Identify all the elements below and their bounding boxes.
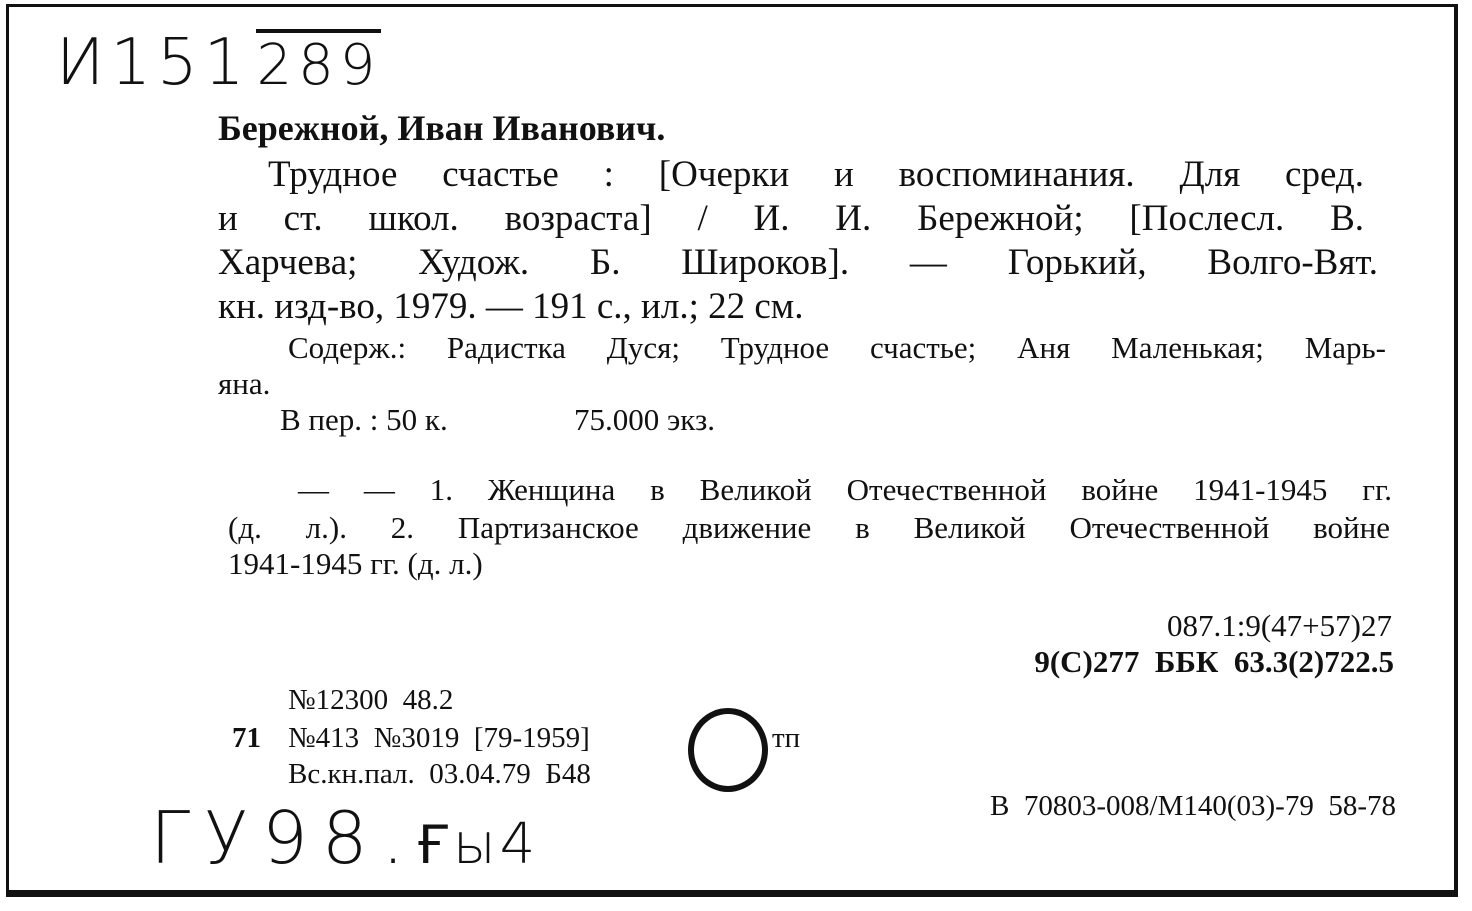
print-run: 75.000 экз.	[574, 402, 715, 437]
stamp-circle	[688, 708, 768, 792]
contents-line-1: Содерж.: Радистка Дуся; Трудное счастье; Аня Маленькая; Марь-	[288, 330, 1386, 365]
record-line-2-suffix: тп	[772, 722, 801, 754]
bbk-classification: 9(С)277 ББК 63.3(2)722.5	[1034, 644, 1394, 679]
title-line-1: Трудное счастье : [Очерки и воспоминания. Для сред.	[268, 154, 1364, 195]
handwritten-code-overlined: 289	[256, 29, 381, 98]
title-line-4: кн. изд-во, 1979. — 191 с., ил.; 22 см.	[218, 286, 804, 327]
handwritten-code-prefix: И151	[56, 26, 251, 100]
publisher-code-line: В 70803-008/М140(03)-79 58-78	[990, 790, 1396, 822]
price: В пер. : 50 к.	[280, 402, 448, 437]
udc-code: 087.1:9(47+57)27	[1167, 608, 1392, 643]
title-line-3: Харчева; Худож. Б. Широков]. — Горький, Волго-Вят.	[218, 242, 1378, 283]
handwritten-shelf-code	[56, 26, 381, 100]
handwritten-inventory-code	[150, 796, 539, 880]
contents-line-2: яна.	[218, 366, 271, 401]
title-line-2: и ст. школ. возраста] / И. И. Бережной; [Послесл. В.	[218, 198, 1364, 239]
record-line-1: №12300 48.2	[288, 684, 454, 716]
record-line-3: Вс.кн.пал. 03.04.79 Б48	[288, 758, 591, 790]
subject-line-1: — — 1. Женщина в Великой Отечественной войне 1941-1945 гг.	[298, 472, 1392, 507]
author-heading: Бережной, Иван Иванович.	[218, 108, 666, 148]
record-line-2: №413 №3019 [79-1959]	[288, 722, 590, 754]
subject-line-3: 1941-1945 гг. (д. л.)	[228, 546, 483, 581]
handwritten-inventory-main: ГУ98.	[150, 796, 419, 880]
handwritten-inventory-tail: Ғы4	[418, 812, 540, 877]
subject-line-2: (д. л.). 2. Партизанское движение в Великой Отечественной войне	[228, 510, 1390, 545]
record-prefix: 71	[232, 722, 261, 754]
